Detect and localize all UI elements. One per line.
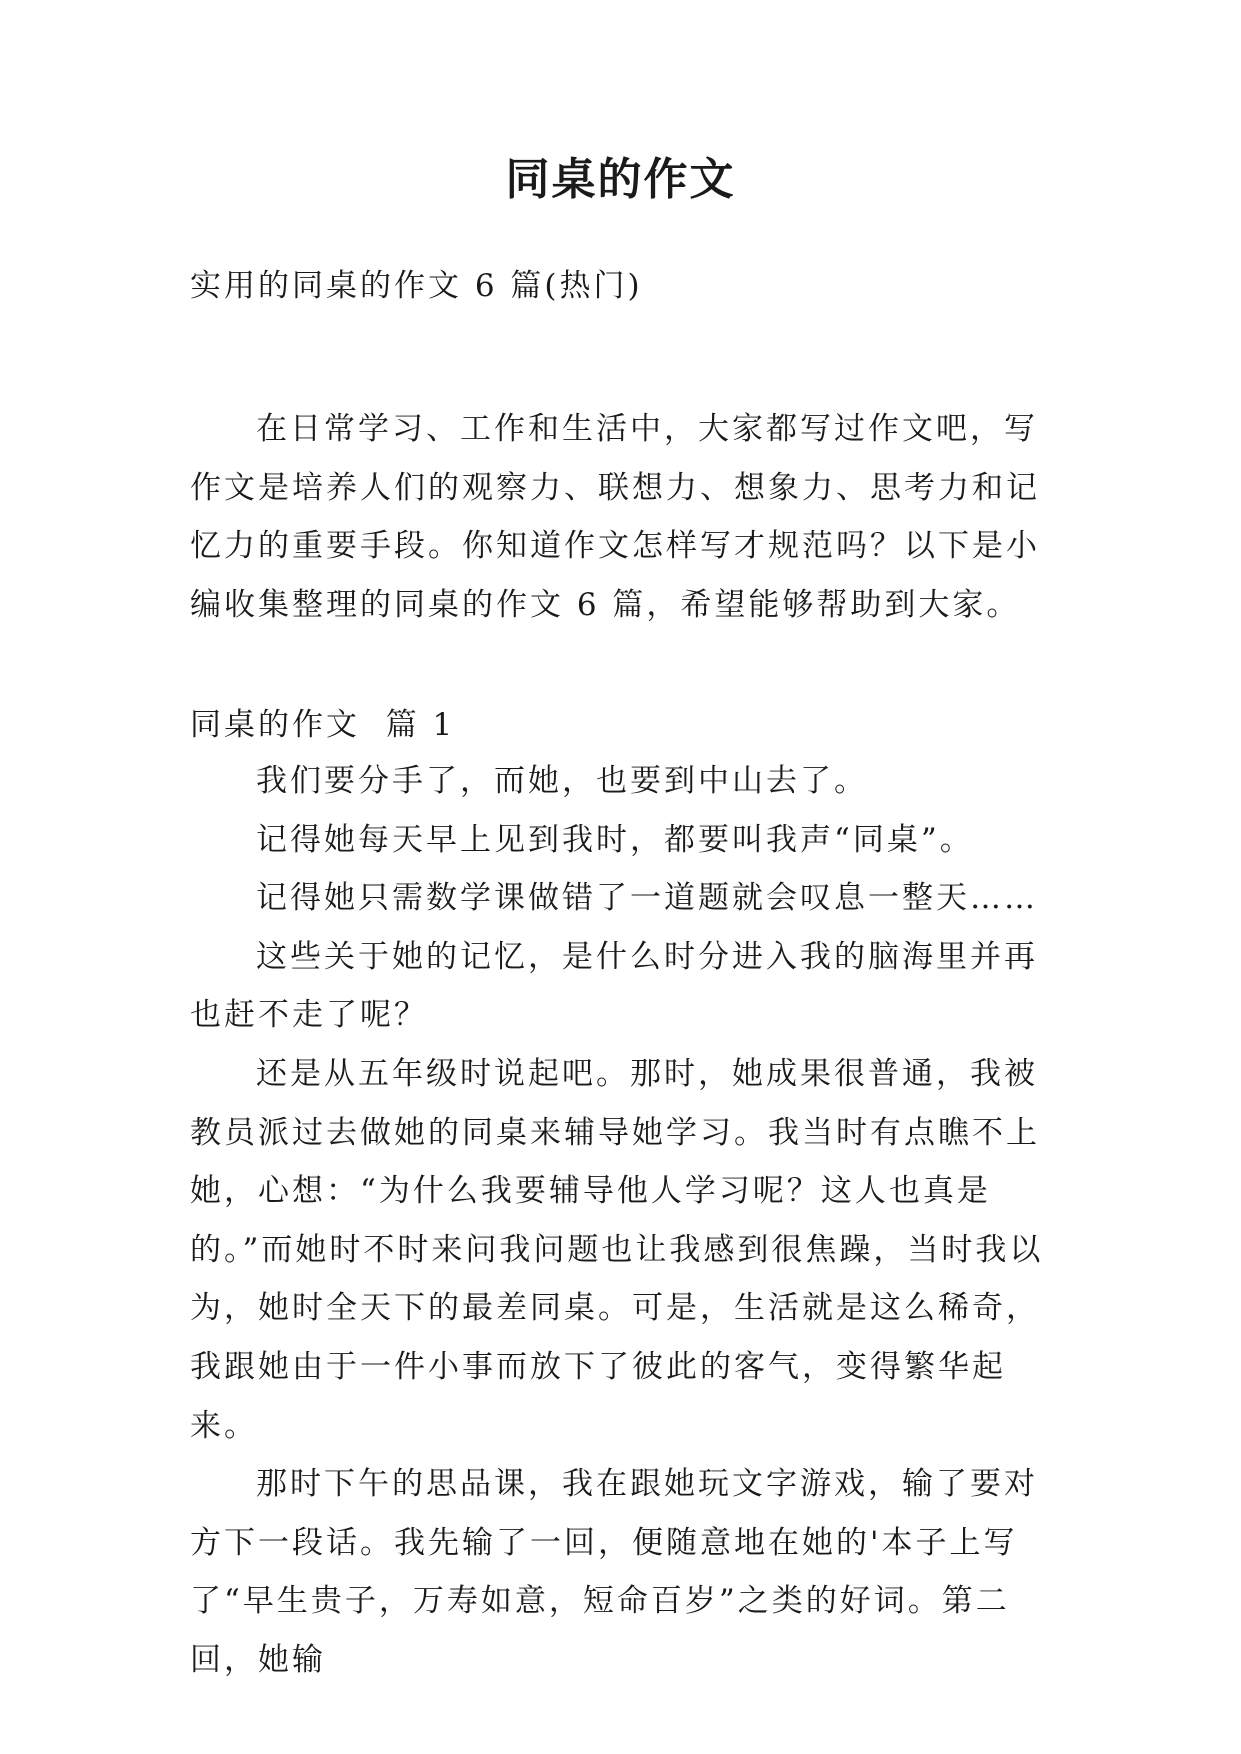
paragraph: 记得她只需数学课做错了一道题就会叹息一整天……: [256, 880, 1038, 917]
paragraph: 我们要分手了，而她，也要到中山去了。: [256, 763, 868, 799]
paragraph: 记得她每天早上见到我时，都要叫我声“同桌”。: [256, 821, 974, 858]
paragraph: 这些关于她的记忆，是什么时分进入我的脑海里并再也赶不走了呢？: [190, 938, 1038, 1034]
section-body: [190, 752, 1060, 1690]
intro-paragraph: 在日常学习、工作和生活中，大家都写过作文吧，写作文是培养人们的观察力、联想力、想象力、思考力和记忆力的重要手段。你知道作文怎样写才规范吗？以下是小编收集整理的同桌的作文 6 篇，希望能够帮助到大家。: [190, 411, 1040, 623]
document-title: 同桌的作文: [505, 154, 736, 205]
section-heading: 同桌的作文 篇 1: [190, 707, 456, 743]
paragraph: 还是从五年级时说起吧。那时，她成果很普通，我被教员派过去做她的同桌来辅导她学习。我当时有点瞧不上她，心想：“为什么我要辅导他人学习呢？这人也真是的。”而她时不时来问我问题也让我感到很焦躁，当时我以为，她时全天下的最差同桌。可是，生活就是这么稀奇，我跟她由于一件小事而放下了彼此的客气，变得繁华起来。: [190, 1055, 1044, 1444]
paragraph: 那时下午的思品课，我在跟她玩文字游戏，输了要对方下一段话。我先输了一回，便随意地在她的'本子上写了“早生贵子，万寿如意，短命百岁”之类的好词。第二回，她输: [190, 1466, 1038, 1678]
document-subtitle: 实用的同桌的作文 6 篇(热门): [190, 268, 643, 304]
